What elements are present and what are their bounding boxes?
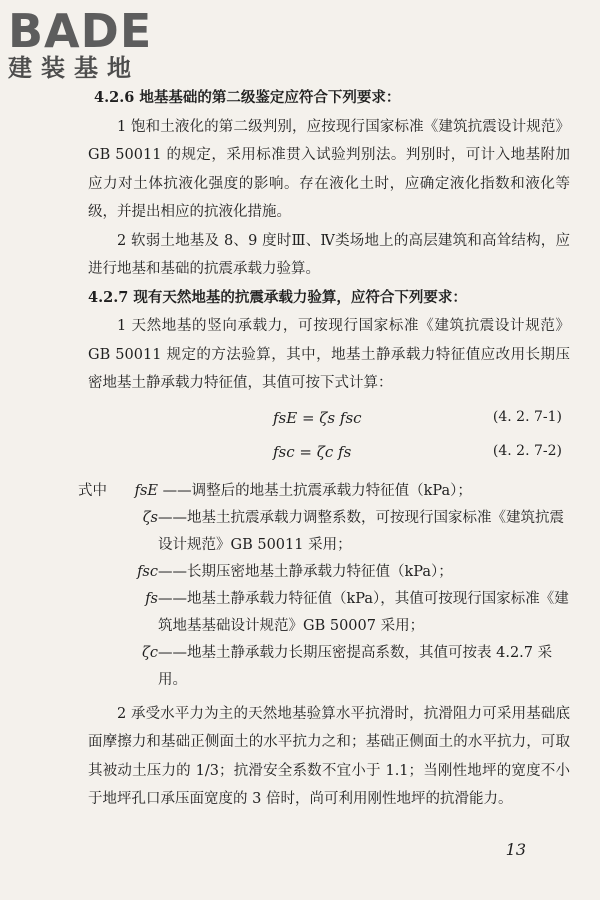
definition-text: ——地基土抗震承载力调整系数，可按现行国家标准《建筑抗震设计规范》GB 50011 采用； bbox=[158, 509, 564, 553]
formula-number: (4. 2. 7-1) bbox=[492, 408, 562, 425]
definition-text: ——地基土静承载力特征值（kPa），其值可按现行国家标准《建筑地基基础设计规范》GB 50007 采用； bbox=[158, 590, 569, 634]
logo-sub-text: 建装基地 bbox=[8, 54, 140, 82]
definition-item bbox=[88, 559, 570, 586]
clause-4-2-7-item-2: 2 承受水平力为主的天然地基验算水平抗滑时，抗滑阻力可采用基础底面摩擦力和基础正侧面土的水平抗力之和；基础正侧面土的水平抗力，可取其被动土压力的 1/3；抗滑安全系数不宜小于 1.1；当刚性地坪的宽度不小于地坪孔口承压面宽度的 3 倍时，尚可利用刚性地坪的抗滑能力。 bbox=[88, 705, 570, 807]
definition-text: ——长期压密地基土静承载力特征值（kPa）； bbox=[158, 563, 453, 580]
definition-symbol: fs bbox=[145, 590, 158, 607]
formula-4-2-7-1 bbox=[88, 406, 570, 434]
formula-number: (4. 2. 7-2) bbox=[492, 442, 562, 459]
definition-symbol: ζc bbox=[142, 644, 158, 661]
definition-symbol: ζs bbox=[142, 509, 158, 526]
definition-symbol: fsc bbox=[137, 563, 158, 580]
definition-symbol: fsE bbox=[134, 482, 158, 499]
bade-logo bbox=[8, 4, 178, 82]
definitions-lead: 式中 bbox=[78, 482, 107, 499]
formula-4-2-7-2 bbox=[88, 440, 570, 468]
page-number: 13 bbox=[505, 840, 526, 859]
clause-4-2-6-heading: 4.2.6 地基基础的第二级鉴定应符合下列要求： bbox=[94, 89, 401, 106]
clause-4-2-6-item-2: 2 软弱土地基及 8、9 度时Ⅲ、Ⅳ类场地上的高层建筑和高耸结构，应进行地基和基础的抗震承载力验算。 bbox=[88, 232, 570, 277]
definition-text: ——地基土静承载力长期压密提高系数，其值可按表 4.2.7 采用。 bbox=[158, 644, 553, 688]
clause-4-2-6-item-1: 1 饱和土液化的第二级判别，应按现行国家标准《建筑抗震设计规范》GB 50011 的规定，采用标准贯入试验判别法。判别时，可计入地基附加应力对土体抗液化强度的影响。存在液化土时，应确定液化指数和液化等级，并提出相应的抗液化措施。 bbox=[88, 118, 570, 220]
definition-text: ——调整后的地基土抗震承载力特征值（kPa）； bbox=[162, 482, 472, 499]
logo-main-text: BADE bbox=[8, 4, 153, 58]
symbol-definitions bbox=[78, 478, 570, 694]
definition-item bbox=[88, 505, 570, 559]
formula-expression: fsc = ζc fs bbox=[273, 442, 352, 461]
definition-item bbox=[88, 586, 570, 640]
definition-item bbox=[88, 640, 570, 694]
clause-4-2-7-item-1: 1 天然地基的竖向承载力，可按现行国家标准《建筑抗震设计规范》GB 50011 规定的方法验算，其中，地基土静承载力特征值应改用长期压密地基土静承载力特征值，其值可按下式计算： bbox=[88, 318, 570, 391]
document-body bbox=[78, 84, 570, 814]
definition-item bbox=[88, 478, 570, 505]
formula-expression: fsE = ζs fsc bbox=[273, 408, 362, 427]
clause-4-2-7-heading: 4.2.7 现有天然地基的抗震承载力验算，应符合下列要求： bbox=[88, 288, 467, 306]
